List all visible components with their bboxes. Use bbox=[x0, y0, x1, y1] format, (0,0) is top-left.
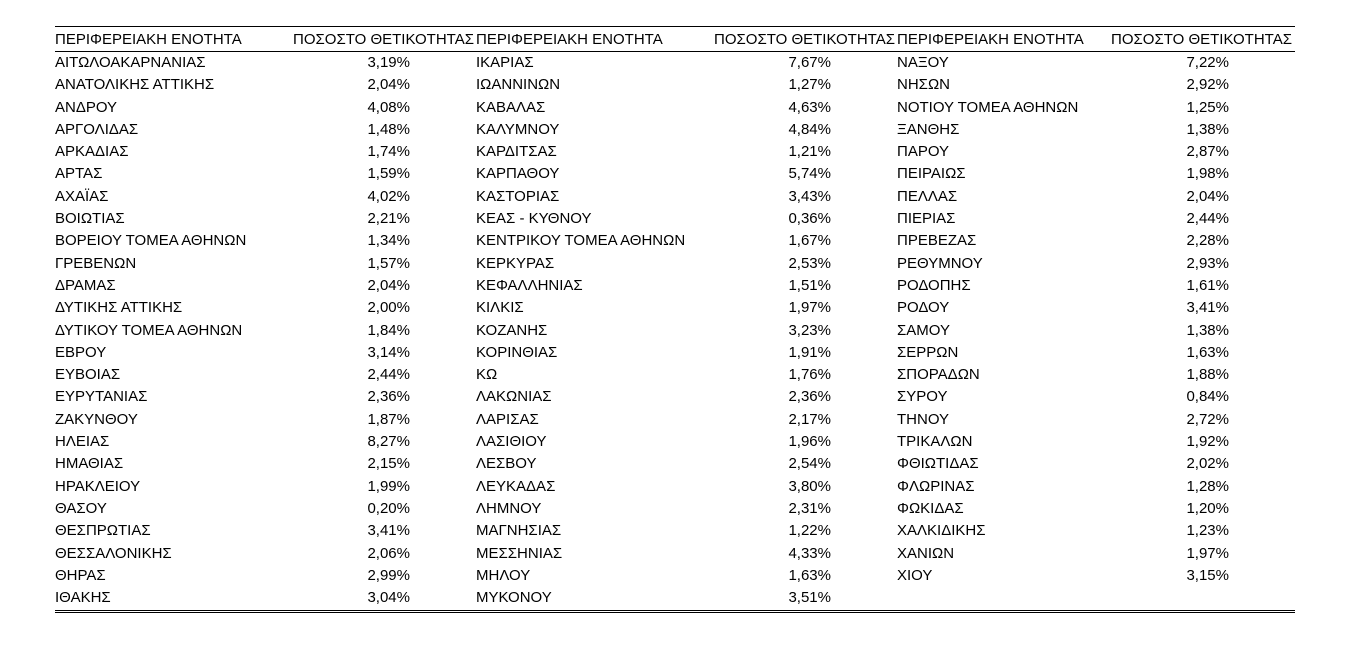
region-name-cell: ΤΡΙΚΑΛΩΝ bbox=[897, 433, 973, 451]
positivity-rate-cell: 3,41% bbox=[367, 522, 410, 540]
table-row bbox=[55, 386, 1295, 408]
positivity-rate-cell: 1,21% bbox=[788, 143, 831, 161]
table-row bbox=[55, 565, 1295, 587]
positivity-rate-cell: 2,04% bbox=[1186, 187, 1229, 205]
region-name-cell: ΠΕΙΡΑΙΩΣ bbox=[897, 165, 966, 183]
region-name-cell: ΤΗΝΟΥ bbox=[897, 410, 950, 428]
table-row bbox=[55, 119, 1295, 141]
positivity-rate-cell: 3,51% bbox=[788, 589, 831, 607]
region-name-cell: ΔΡΑΜΑΣ bbox=[55, 276, 116, 294]
positivity-rate-cell: 1,25% bbox=[1186, 98, 1229, 116]
positivity-rate-cell: 1,98% bbox=[1186, 165, 1229, 183]
positivity-rate-cell: 1,38% bbox=[1186, 120, 1229, 138]
positivity-rate-cell: 2,02% bbox=[1186, 455, 1229, 473]
region-name-cell: ΧΑΝΙΩΝ bbox=[897, 544, 955, 562]
positivity-rate-cell: 1,27% bbox=[788, 76, 831, 94]
region-name-cell: ΞΑΝΘΗΣ bbox=[897, 120, 960, 138]
positivity-rate-cell: 7,22% bbox=[1186, 54, 1229, 71]
region-name-cell: ΜΑΓΝΗΣΙΑΣ bbox=[476, 522, 562, 540]
positivity-rate-cell: 2,06% bbox=[367, 544, 410, 562]
region-name-cell: ΦΩΚΙΔΑΣ bbox=[897, 499, 964, 517]
positivity-table-container bbox=[55, 26, 1295, 613]
region-name-cell: ΑΝΔΡΟΥ bbox=[55, 98, 118, 116]
region-name-cell: ΚΙΛΚΙΣ bbox=[476, 299, 524, 317]
positivity-rate-cell: 0,36% bbox=[788, 210, 831, 228]
region-name-cell: ΔΥΤΙΚΗΣ ΑΤΤΙΚΗΣ bbox=[55, 299, 183, 317]
positivity-rate-cell: 1,34% bbox=[367, 232, 410, 250]
positivity-rate-cell: 5,74% bbox=[788, 165, 831, 183]
positivity-rate-cell: 3,80% bbox=[788, 477, 831, 495]
region-name-cell: ΜΕΣΣΗΝΙΑΣ bbox=[476, 544, 563, 562]
header-row bbox=[55, 27, 1295, 52]
region-name-cell: ΑΡΚΑΔΙΑΣ bbox=[55, 143, 129, 161]
region-name-cell: ΚΑΡΔΙΤΣΑΣ bbox=[476, 143, 557, 161]
positivity-rate-cell: 1,59% bbox=[367, 165, 410, 183]
region-name-cell: ΝΑΞΟΥ bbox=[897, 54, 949, 71]
region-name-cell: ΣΑΜΟΥ bbox=[897, 321, 950, 339]
region-name-cell: ΡΟΔΟΥ bbox=[897, 299, 950, 317]
positivity-rate-cell: 1,22% bbox=[788, 522, 831, 540]
region-name-cell: ΘΑΣΟΥ bbox=[55, 499, 107, 517]
positivity-rate-cell: 1,63% bbox=[1186, 343, 1229, 361]
table-row bbox=[55, 253, 1295, 275]
table-row bbox=[55, 476, 1295, 498]
region-name-cell: ΛΑΣΙΘΙΟΥ bbox=[476, 433, 547, 451]
positivity-rate-cell: 2,31% bbox=[788, 499, 831, 517]
region-name-cell: ΚΟΡΙΝΘΙΑΣ bbox=[476, 343, 558, 361]
positivity-rate-cell: 1,92% bbox=[1186, 433, 1229, 451]
region-name-cell: ΕΥΡΥΤΑΝΙΑΣ bbox=[55, 388, 148, 406]
region-name-cell: ΠΙΕΡΙΑΣ bbox=[897, 210, 956, 228]
positivity-rate-cell: 2,93% bbox=[1186, 254, 1229, 272]
positivity-rate-cell: 2,17% bbox=[788, 410, 831, 428]
region-name-cell: ΣΥΡΟΥ bbox=[897, 388, 948, 406]
region-name-cell: ΘΗΡΑΣ bbox=[55, 566, 106, 584]
region-name-cell: ΑΝΑΤΟΛΙΚΗΣ ΑΤΤΙΚΗΣ bbox=[55, 76, 215, 94]
positivity-rate-cell bbox=[1108, 587, 1295, 609]
table-row bbox=[55, 275, 1295, 297]
region-name-cell: ΣΕΡΡΩΝ bbox=[897, 343, 959, 361]
table-row bbox=[55, 320, 1295, 342]
positivity-rate-cell: 1,84% bbox=[367, 321, 410, 339]
positivity-rate-cell: 2,87% bbox=[1186, 143, 1229, 161]
region-name-cell: ΛΕΣΒΟΥ bbox=[476, 455, 537, 473]
region-name-cell: ΑΧΑΪΑΣ bbox=[55, 187, 109, 205]
table-row bbox=[55, 498, 1295, 520]
region-name-cell: ΒΟΙΩΤΙΑΣ bbox=[55, 210, 125, 228]
region-name-cell: ΕΥΒΟΙΑΣ bbox=[55, 366, 121, 384]
positivity-rate-cell: 3,43% bbox=[788, 187, 831, 205]
table-row bbox=[55, 141, 1295, 163]
region-name-cell: ΙΘΑΚΗΣ bbox=[55, 589, 111, 607]
region-name-cell: ΙΩΑΝΝΙΝΩΝ bbox=[476, 76, 561, 94]
positivity-rate-cell: 2,04% bbox=[367, 276, 410, 294]
positivity-rate-cell: 1,61% bbox=[1186, 276, 1229, 294]
region-name-cell: ΛΕΥΚΑΔΑΣ bbox=[476, 477, 556, 495]
region-name-cell: ΚΟΖΑΝΗΣ bbox=[476, 321, 548, 339]
region-name-cell: ΜΗΛΟΥ bbox=[476, 566, 531, 584]
table-row bbox=[55, 342, 1295, 364]
header-positivity-rate-2: ΠΟΣΟΣΤΟ ΘΕΤΙΚΟΤΗΤΑΣ bbox=[712, 27, 897, 52]
region-name-cell: ΜΥΚΟΝΟΥ bbox=[476, 589, 552, 607]
positivity-rate-cell: 1,96% bbox=[788, 433, 831, 451]
positivity-rate-cell: 2,53% bbox=[788, 254, 831, 272]
region-name-cell: ΛΑΡΙΣΑΣ bbox=[476, 410, 539, 428]
positivity-rate-cell: 3,41% bbox=[1186, 299, 1229, 317]
positivity-rate-cell: 4,63% bbox=[788, 98, 831, 116]
header-region-unit-3: ΠΕΡΙΦΕΡΕΙΑΚΗ ΕΝΟΤΗΤΑ bbox=[897, 27, 1108, 52]
positivity-rate-cell: 3,15% bbox=[1186, 566, 1229, 584]
region-name-cell: ΘΕΣΣΑΛΟΝΙΚΗΣ bbox=[55, 544, 172, 562]
positivity-rate-cell: 1,91% bbox=[788, 343, 831, 361]
positivity-rate-cell: 2,99% bbox=[367, 566, 410, 584]
table-row bbox=[55, 230, 1295, 252]
region-name-cell: ΚΑΒΑΛΑΣ bbox=[476, 98, 546, 116]
header-region-unit-1: ΠΕΡΙΦΕΡΕΙΑΚΗ ΕΝΟΤΗΤΑ bbox=[55, 27, 291, 52]
table-row bbox=[55, 453, 1295, 475]
region-name-cell: ΧΑΛΚΙΔΙΚΗΣ bbox=[897, 522, 986, 540]
region-name-cell: ΓΡΕΒΕΝΩΝ bbox=[55, 254, 137, 272]
region-name-cell: ΚΕΡΚΥΡΑΣ bbox=[476, 254, 555, 272]
region-name-cell: ΑΡΤΑΣ bbox=[55, 165, 103, 183]
positivity-rate-cell: 1,67% bbox=[788, 232, 831, 250]
positivity-rate-cell: 2,54% bbox=[788, 455, 831, 473]
region-name-cell: ΔΥΤΙΚΟΥ ΤΟΜΕΑ ΑΘΗΝΩΝ bbox=[55, 321, 243, 339]
region-name-cell: ΚΑΡΠΑΘΟΥ bbox=[476, 165, 560, 183]
positivity-rate-cell: 1,97% bbox=[788, 299, 831, 317]
positivity-rate-cell: 2,36% bbox=[367, 388, 410, 406]
positivity-rate-cell: 3,19% bbox=[367, 54, 410, 71]
positivity-rate-cell: 0,84% bbox=[1186, 388, 1229, 406]
region-name-cell: ΣΠΟΡΑΔΩΝ bbox=[897, 366, 980, 384]
region-name-cell bbox=[897, 587, 1108, 609]
region-name-cell: ΦΘΙΩΤΙΔΑΣ bbox=[897, 455, 979, 473]
positivity-rate-cell: 1,74% bbox=[367, 143, 410, 161]
region-name-cell: ΛΑΚΩΝΙΑΣ bbox=[476, 388, 552, 406]
region-name-cell: ΚΑΛΥΜΝΟΥ bbox=[476, 120, 560, 138]
region-name-cell: ΠΕΛΛΑΣ bbox=[897, 187, 958, 205]
positivity-rate-cell: 2,92% bbox=[1186, 76, 1229, 94]
positivity-rate-cell: 1,63% bbox=[788, 566, 831, 584]
positivity-table bbox=[55, 27, 1295, 609]
positivity-rate-cell: 2,04% bbox=[367, 76, 410, 94]
positivity-rate-cell: 1,88% bbox=[1186, 366, 1229, 384]
table-row bbox=[55, 409, 1295, 431]
table-row bbox=[55, 97, 1295, 119]
region-name-cell: ΠΑΡΟΥ bbox=[897, 143, 950, 161]
positivity-rate-cell: 4,33% bbox=[788, 544, 831, 562]
table-header bbox=[55, 27, 1295, 52]
region-name-cell: ΡΟΔΟΠΗΣ bbox=[897, 276, 971, 294]
table-row bbox=[55, 208, 1295, 230]
region-name-cell: ΑΙΤΩΛΟΑΚΑΡΝΑΝΙΑΣ bbox=[55, 54, 206, 71]
region-name-cell: ΚΑΣΤΟΡΙΑΣ bbox=[476, 187, 560, 205]
region-name-cell: ΗΡΑΚΛΕΙΟΥ bbox=[55, 477, 141, 495]
region-name-cell: ΒΟΡΕΙΟΥ ΤΟΜΕΑ ΑΘΗΝΩΝ bbox=[55, 232, 247, 250]
positivity-rate-cell: 1,20% bbox=[1186, 499, 1229, 517]
positivity-rate-cell: 1,48% bbox=[367, 120, 410, 138]
positivity-rate-cell: 2,21% bbox=[367, 210, 410, 228]
positivity-rate-cell: 2,72% bbox=[1186, 410, 1229, 428]
table-row bbox=[55, 520, 1295, 542]
table-row bbox=[55, 297, 1295, 319]
table-bottom-rule bbox=[55, 610, 1295, 613]
positivity-rate-cell: 0,20% bbox=[367, 499, 410, 517]
positivity-rate-cell: 4,02% bbox=[367, 187, 410, 205]
region-name-cell: ΖΑΚΥΝΘΟΥ bbox=[55, 410, 138, 428]
table-row bbox=[55, 431, 1295, 453]
positivity-rate-cell: 4,08% bbox=[367, 98, 410, 116]
positivity-rate-cell: 1,28% bbox=[1186, 477, 1229, 495]
positivity-rate-cell: 1,38% bbox=[1186, 321, 1229, 339]
region-name-cell: ΚΕΦΑΛΛΗΝΙΑΣ bbox=[476, 276, 583, 294]
positivity-rate-cell: 1,76% bbox=[788, 366, 831, 384]
header-positivity-rate-1: ΠΟΣΟΣΤΟ ΘΕΤΙΚΟΤΗΤΑΣ bbox=[291, 27, 476, 52]
region-name-cell: ΚΕΑΣ - ΚΥΘΝΟΥ bbox=[476, 210, 592, 228]
region-name-cell: ΧΙΟΥ bbox=[897, 566, 933, 584]
region-name-cell: ΚΕΝΤΡΙΚΟΥ ΤΟΜΕΑ ΑΘΗΝΩΝ bbox=[476, 232, 686, 250]
region-name-cell: ΗΜΑΘΙΑΣ bbox=[55, 455, 124, 473]
positivity-rate-cell: 2,44% bbox=[367, 366, 410, 384]
table-row bbox=[55, 364, 1295, 386]
table-row bbox=[55, 186, 1295, 208]
region-name-cell: ΝΟΤΙΟΥ ΤΟΜΕΑ ΑΘΗΝΩΝ bbox=[897, 98, 1079, 116]
region-name-cell: ΝΗΣΩΝ bbox=[897, 76, 950, 94]
region-name-cell: ΦΛΩΡΙΝΑΣ bbox=[897, 477, 975, 495]
region-name-cell: ΙΚΑΡΙΑΣ bbox=[476, 54, 534, 71]
table-row bbox=[55, 52, 1295, 75]
table-body bbox=[55, 52, 1295, 610]
region-name-cell: ΠΡΕΒΕΖΑΣ bbox=[897, 232, 977, 250]
header-positivity-rate-3: ΠΟΣΟΣΤΟ ΘΕΤΙΚΟΤΗΤΑΣ bbox=[1108, 27, 1295, 52]
region-name-cell: ΑΡΓΟΛΙΔΑΣ bbox=[55, 120, 139, 138]
positivity-rate-cell: 2,00% bbox=[367, 299, 410, 317]
table-row bbox=[55, 74, 1295, 96]
region-name-cell: ΚΩ bbox=[476, 366, 498, 384]
table-row bbox=[55, 163, 1295, 185]
positivity-rate-cell: 4,84% bbox=[788, 120, 831, 138]
positivity-rate-cell: 1,23% bbox=[1186, 522, 1229, 540]
positivity-rate-cell: 1,87% bbox=[367, 410, 410, 428]
positivity-rate-cell: 2,36% bbox=[788, 388, 831, 406]
positivity-rate-cell: 2,28% bbox=[1186, 232, 1229, 250]
table-row bbox=[55, 543, 1295, 565]
positivity-rate-cell: 2,44% bbox=[1186, 210, 1229, 228]
positivity-rate-cell: 1,99% bbox=[367, 477, 410, 495]
region-name-cell: ΛΗΜΝΟΥ bbox=[476, 499, 542, 517]
positivity-rate-cell: 8,27% bbox=[367, 433, 410, 451]
positivity-rate-cell: 1,51% bbox=[788, 276, 831, 294]
positivity-rate-cell: 3,14% bbox=[367, 343, 410, 361]
region-name-cell: ΡΕΘΥΜΝΟΥ bbox=[897, 254, 983, 272]
positivity-rate-cell: 1,57% bbox=[367, 254, 410, 272]
positivity-rate-cell: 2,15% bbox=[367, 455, 410, 473]
positivity-rate-cell: 1,97% bbox=[1186, 544, 1229, 562]
table-row bbox=[55, 587, 1295, 609]
positivity-rate-cell: 3,04% bbox=[367, 589, 410, 607]
region-name-cell: ΕΒΡΟΥ bbox=[55, 343, 107, 361]
region-name-cell: ΘΕΣΠΡΩΤΙΑΣ bbox=[55, 522, 151, 540]
positivity-rate-cell: 7,67% bbox=[788, 54, 831, 71]
positivity-rate-cell: 3,23% bbox=[788, 321, 831, 339]
region-name-cell: ΗΛΕΙΑΣ bbox=[55, 433, 110, 451]
header-region-unit-2: ΠΕΡΙΦΕΡΕΙΑΚΗ ΕΝΟΤΗΤΑ bbox=[476, 27, 712, 52]
